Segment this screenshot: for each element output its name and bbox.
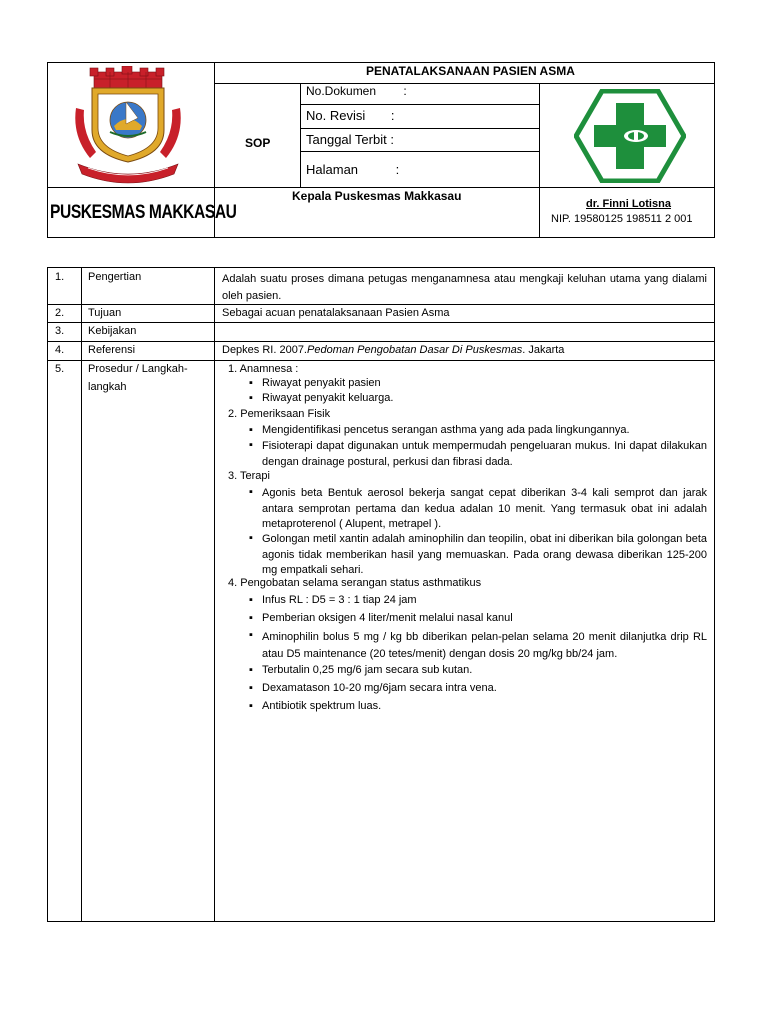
health-cross-icon [574,89,686,183]
step-title: 2. Pemeriksaan Fisik [228,408,331,420]
table-divider [81,267,82,922]
reference-text [222,344,564,356]
reference-author: Depkes RI. 2007. [222,344,307,356]
reference-book: Pedoman Pengobatan Dasar Di Puskesmas [307,344,523,356]
step-item: Infus RL : D5 = 3 : 1 tiap 24 jam [262,594,417,606]
field-label: No.Dokumen [306,84,377,98]
row-number: 4. [55,344,65,356]
row-label: Prosedur / Langkah- [88,363,188,375]
step-item: Antibiotik spektrum luas. [262,700,382,712]
table-divider [47,360,715,361]
signer-name: dr. Finni Lotisna [586,198,671,210]
step-item: Agonis beta Bentuk aerosol bekerja sangat cepat diberikan 3-4 kali semprot dan jarak antara semprotan pertama dan kedua adalan 10 menit. Yang termasuk obat ini adalah metaproterenol ( Alupent, metrapel ). [262,487,707,530]
field-label: No. Revisi [306,108,366,123]
head-title: Kepala Puskesmas Makkasau [292,189,462,203]
row-number: 2. [55,307,65,319]
bullet-marker: ▪ [249,629,253,641]
bullet-marker: ▪ [249,612,253,624]
field-tanggal-terbit [306,132,394,147]
table-divider [47,341,715,342]
row-label: Tujuan [88,307,122,319]
bullet-marker: ▪ [249,424,253,436]
sop-label: SOP [245,136,271,150]
bullet-marker: ▪ [249,682,253,694]
header-divider [300,83,301,187]
bullet-marker: ▪ [249,439,253,451]
row-label: Kebijakan [88,325,137,337]
row-text: Sebagai acuan penatalaksanaan Pasien Asma [222,307,450,319]
field-label: Tanggal Terbit : [306,132,394,147]
header-divider [300,128,539,129]
org-name: PUSKESMAS MAKKASAU [50,202,237,223]
reference-place: . Jakarta [522,344,565,356]
field-halaman [306,162,399,177]
row-number: 5. [55,363,65,375]
field-label: Halaman [306,162,359,177]
step-item: Riwayat penyakit keluarga. [262,392,394,404]
header-divider [300,104,539,105]
row-number: 3. [55,325,65,337]
step-item: Pemberian oksigen 4 liter/menit melalui nasal kanul [262,612,513,624]
header-divider [539,83,540,237]
bullet-marker: ▪ [249,486,253,498]
step-title: 4. Pengobatan selama serangan status asthmatikus [228,577,482,589]
header-divider [47,187,715,188]
signer-nip: NIP. 19580125 198511 2 001 [551,213,693,225]
field-no-dokumen [306,84,407,98]
table-divider [47,322,715,323]
row-label: Pengertian [88,271,142,283]
step-item: Fisioterapi dapat digunakan untuk mempermudah pengeluaran mukus. Ini dapat dilakukan dengan drainage postural, perkusi dan fibrasi dada. [262,440,707,468]
row-label-cont: langkah [88,381,127,393]
header-divider [300,151,539,152]
step-item: Riwayat penyakit pasien [262,377,381,389]
bullet-marker: ▪ [249,594,253,606]
table-divider [214,267,215,922]
regional-seal-icon [70,66,186,184]
step-item: Golongan metil xantin adalah aminophilin dan teopilin, obat ini diberikan bila golongan beta agonis tidak memberikan hasil yang memuaskan. Pada orang dewasa diberikan 125-200 mg empatkali sehari. [262,533,707,576]
step-item: Terbutalin 0,25 mg/6 jam secara sub kutan. [262,664,473,676]
step-item: Dexamatason 10-20 mg/6jam secara intra vena. [262,682,497,694]
bullet-marker: ▪ [249,377,253,389]
bullet-marker: ▪ [249,664,253,676]
field-separator: : [395,162,400,177]
step-item: Aminophilin bolus 5 mg / kg bb diberikan pelan-pelan selama 20 menit dilanjutka drip RL atau D5 maintenance (20 tetes/menit) dengan dosis 20 mg/kg bb/24 jam. [262,631,707,660]
header-divider [214,83,715,84]
bullet-marker: ▪ [249,700,253,712]
row-label: Referensi [88,344,136,356]
field-separator: : [390,108,395,123]
row-number: 1. [55,271,65,283]
row-text: Adalah suatu proses dimana petugas menganamnesa atau mengkaji keluhan utama yang dialami oleh pasien. [222,273,707,302]
step-title: 3. Terapi [228,470,270,482]
step-item: Mengidentifikasi pencetus serangan asthma yang ada pada lingkungannya. [262,424,630,436]
field-separator: : [403,84,407,98]
step-title: 1. Anamnesa : [228,363,299,375]
field-no-revisi [306,108,395,123]
bullet-marker: ▪ [249,532,253,544]
bullet-marker: ▪ [249,392,253,404]
document-title: PENATALAKSANAAN PASIEN ASMA [366,64,575,78]
